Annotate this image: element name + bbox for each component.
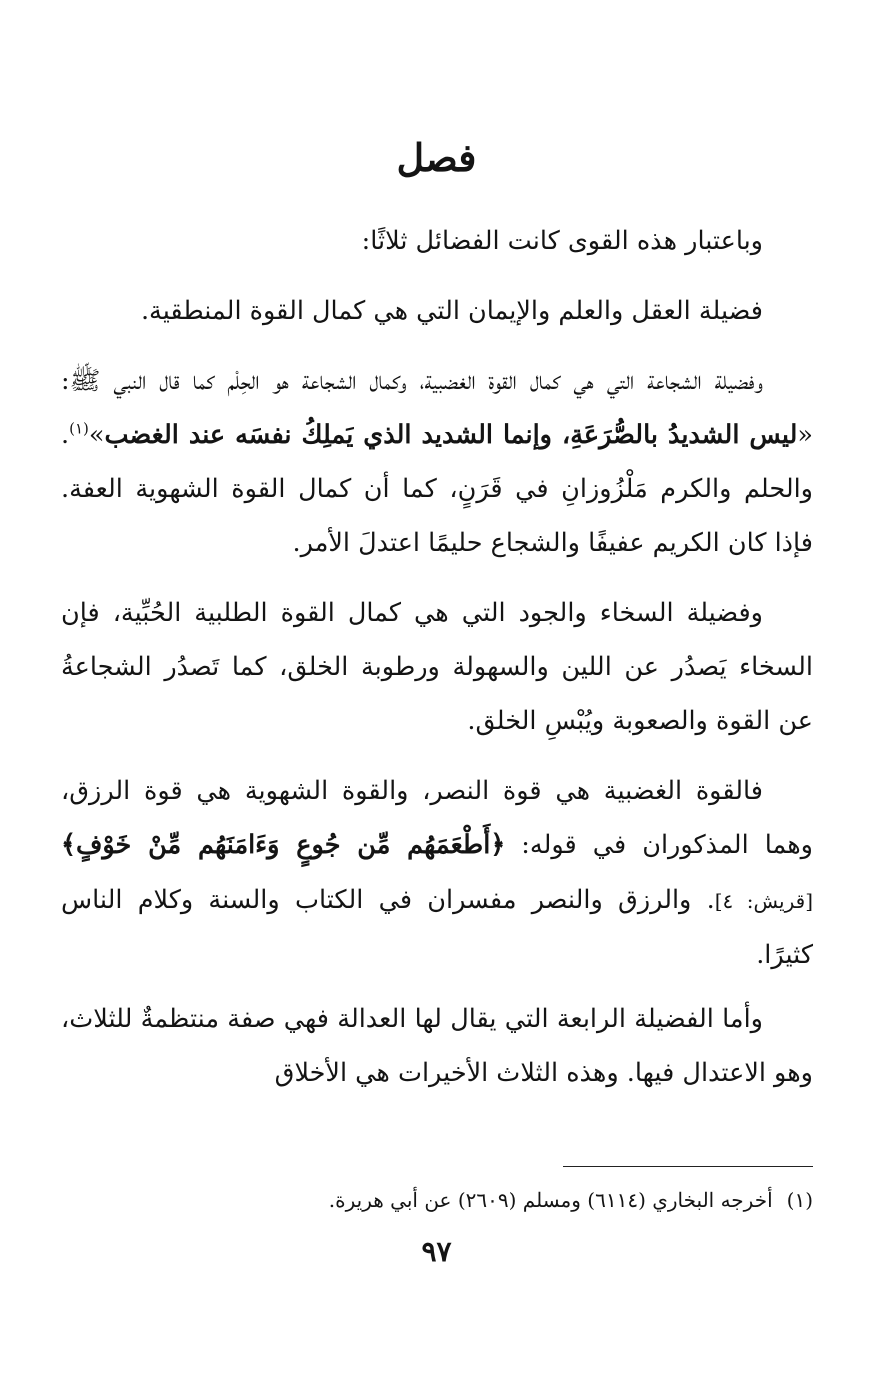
forces-text-start: فالقوة الغضبية هي قوة النصر، والقوة الشهوية هي قوة الرزق، وهما المذكوران في قوله: bbox=[61, 776, 813, 860]
page-number: ٩٧ bbox=[421, 1235, 452, 1268]
footnote-number: (١) bbox=[786, 1188, 813, 1212]
quran-verse: ﴿أَطْعَمَهُم مِّن جُوعٍ وَءَامَنَهُم مِّنْ خَوْفٍ﴾ bbox=[61, 830, 506, 860]
paragraph-generosity-virtue: وفضيلة السخاء والجود التي هي كمال القوة الطلبية الحُبِّية، فإن السخاء يَصدُر عن اللين والسهولة ورطوبة الخلق، كما تَصدُر الشجاعةُ عن القوة والصعوبة ويُبْسِ الخلق. bbox=[61, 598, 813, 736]
body-text bbox=[61, 214, 813, 1116]
courage-text-end: . والحلم والكرم مَلْزُوزانِ في قَرَنٍ، كما أن كمال القوة الشهوية العفة. فإذا كان الكريم عفيفًا والشجاع حليمًا اعتدلَ الأمر. bbox=[61, 420, 813, 558]
section-title: فصل bbox=[396, 135, 477, 180]
footnote-divider bbox=[563, 1166, 813, 1167]
paragraph-intro: وباعتبار هذه القوى كانت الفضائل ثلاثًا: bbox=[361, 226, 763, 256]
paragraph-reason-virtue: فضيلة العقل والعلم والإيمان التي هي كمال القوة المنطقية. bbox=[140, 296, 763, 326]
footnote-marker[interactable]: (١) bbox=[69, 419, 89, 438]
verse-reference: [قريش: ٤] bbox=[714, 889, 814, 913]
paragraph-justice-virtue: وأما الفضيلة الرابعة التي يقال لها العدالة فهي صفة منتظمةٌ للثلاث، وهو الاعتدال فيها. وهذه الثلاث الأخيرات هي الأخلاق bbox=[61, 1004, 813, 1088]
footnote-text: أخرجه البخاري (٦١١٤) ومسلم (٢٦٠٩) عن أبي هريرة. bbox=[328, 1188, 773, 1212]
courage-text-start: وفضيلة الشجاعة التي هي كمال القوة الغضبية، وكمال الشجاعة هو الحِلْم كما قال النبي ﷺ: « bbox=[61, 366, 813, 450]
hadith-quote: ليس الشديدُ بالصُّرَعَةِ، وإنما الشديد الذي يَملِكُ نفسَه عند الغضب bbox=[104, 420, 798, 450]
quote-close-mark: » bbox=[88, 420, 105, 450]
footnote bbox=[61, 1184, 813, 1216]
paragraph-courage-virtue bbox=[61, 354, 813, 570]
paragraph-forces bbox=[61, 764, 813, 982]
forces-text-end: . والرزق والنصر مفسران في الكتاب والسنة وكلام الناس كثيرًا. bbox=[61, 885, 813, 970]
